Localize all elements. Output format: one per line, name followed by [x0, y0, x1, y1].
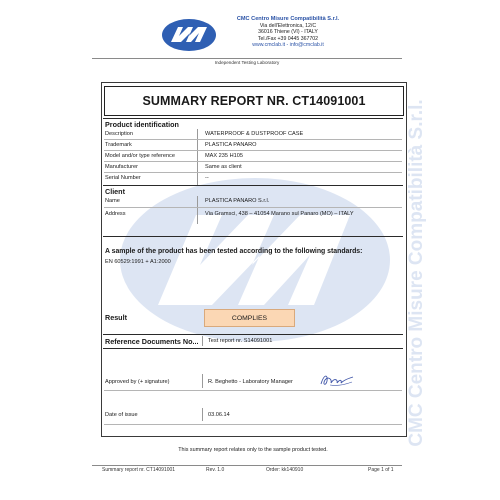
address-line: 36016 Thiene (VI) - ITALY	[258, 29, 318, 36]
footer-divider	[92, 465, 402, 466]
manufacturer-label: Manufacturer	[105, 164, 138, 170]
result-label: Result	[105, 313, 127, 322]
model-value: MAX 235 H105	[205, 153, 243, 159]
web-email-line: www.cmclab.it - info@cmclab.it	[252, 42, 324, 49]
row-line	[104, 207, 402, 208]
footer-order: Order: kk140910	[266, 467, 304, 473]
client-address-label: Address	[105, 211, 126, 217]
client-name-value: PLASTICA PANARO S.r.l.	[205, 198, 270, 204]
trademark-value: PLASTICA PANARO	[205, 142, 257, 148]
section-divider	[103, 185, 403, 186]
refdocs-value: Test report nr. S14091001	[208, 338, 273, 344]
row-line	[104, 161, 402, 162]
header-divider	[92, 58, 402, 59]
client-name-label: Name	[105, 198, 120, 204]
section-divider	[103, 118, 403, 119]
section-divider	[103, 334, 403, 335]
result-badge	[204, 309, 295, 327]
model-label: Model and/or type reference	[105, 153, 175, 159]
row-line	[104, 390, 402, 391]
row-line	[104, 172, 402, 173]
footer-report-number: Summary report nr. CT14091001	[102, 467, 176, 473]
manufacturer-value: Same as client	[205, 164, 242, 170]
column-divider	[202, 374, 203, 388]
row-line	[104, 424, 402, 425]
cmc-logo	[161, 18, 217, 52]
serial-value: --	[205, 175, 209, 181]
section-divider	[103, 236, 403, 237]
approved-label: Approved by (+ signature)	[105, 379, 170, 385]
lab-caption: Independent Testing Laboratory	[214, 60, 280, 65]
address-line: Via dell'Elettronica, 12/C	[259, 22, 317, 29]
column-divider	[197, 129, 198, 185]
svg-text:CMC Centro Misure Compatibilit: CMC Centro Misure Compatibilità S.r.l.	[406, 99, 428, 447]
date-value: 03.06.14	[208, 412, 230, 418]
phone-line: Tel./Fax +39 0445 367702	[257, 35, 319, 42]
signature-image	[318, 370, 356, 390]
column-divider	[197, 196, 198, 224]
date-label: Date of issue	[105, 412, 138, 418]
company-name: CMC Centro Misure Compatibilità S.r.l.	[236, 16, 340, 22]
footnote: This summary report relates only to the sample product tested.	[178, 447, 328, 453]
footer-page: Page 1 of 1	[368, 467, 394, 473]
client-address-value: Via Gramsci, 438 – 41054 Marano sul Panaro (MO) – ITALY	[205, 211, 354, 217]
client-section-heading: Client	[105, 187, 125, 196]
serial-label: Serial Number	[105, 175, 141, 181]
description-value: WATERPROOF & DUSTPROOF CASE	[205, 131, 304, 137]
section-divider	[103, 348, 403, 349]
standards-value: EN 60529:1991 + A1:2000	[105, 259, 171, 265]
description-label: Description	[105, 131, 133, 137]
footer-revision: Rev. 1.0	[206, 467, 225, 473]
product-section-heading: Product identification	[105, 120, 179, 129]
refdocs-label: Reference Documents No...	[105, 337, 199, 346]
report-title-text: SUMMARY REPORT NR. CT14091001	[142, 94, 366, 108]
approved-value: R. Beghetto - Laboratory Manager	[208, 379, 293, 385]
report-title	[104, 86, 404, 116]
company-block	[223, 16, 353, 49]
standards-heading: A sample of the product has been tested according to the following standards:	[105, 248, 363, 255]
column-divider	[202, 336, 203, 346]
row-line	[104, 139, 402, 140]
row-line	[104, 150, 402, 151]
result-value: COMPLIES	[231, 314, 268, 322]
trademark-label: Trademark	[105, 142, 132, 148]
column-divider	[202, 408, 203, 421]
